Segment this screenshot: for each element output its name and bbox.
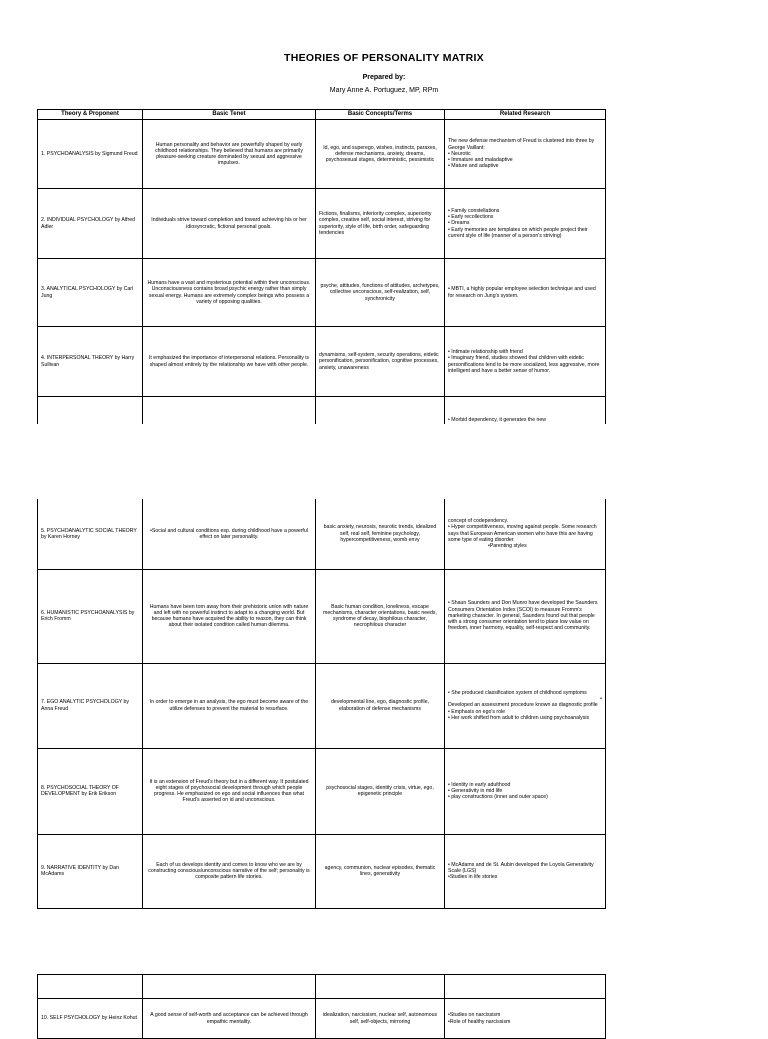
concepts-cell: idealization, narcissism, nuclear self, autonomous self, self-objects, mirroring bbox=[316, 999, 445, 1039]
document-title: THEORIES OF PERSONALITY MATRIX bbox=[284, 52, 484, 64]
research-intro: The new defense mechanism of Freud is clustered into three by George Vaillant: bbox=[448, 138, 595, 151]
table-row bbox=[38, 748, 606, 834]
concepts-cell: agency, communion, nuclear episodes, thematic lines, generativity bbox=[316, 834, 445, 908]
personality-matrix-table-part3 bbox=[37, 974, 606, 1039]
header-tenet: Basic Tenet bbox=[143, 110, 316, 120]
theory-cell: 1. PSYCHOANALYSIS by Sigmund Freud bbox=[38, 120, 143, 189]
research-cell bbox=[445, 189, 606, 259]
table-row bbox=[38, 327, 606, 397]
list-item: • Early recollections bbox=[448, 214, 494, 221]
concepts-cell: basic anxiety, neurosis, neurotic trends, idealized self, real self, feminine psychology, hypercompetitiveness, womb envy bbox=[316, 499, 445, 569]
theory-cell: 8. PSYCHOSOCIAL THEORY OF DEVELOPMENT by Erik Erikson bbox=[38, 748, 143, 834]
table-row bbox=[38, 569, 606, 663]
concepts-cell: dynamisms, self-system, security operations, eidetic personification, personification, cognitive processes, anxiety, unawareness bbox=[316, 327, 445, 397]
table-row bbox=[38, 999, 606, 1039]
theory-cell: 9. NARRATIVE IDENTITY by Dan McAdams bbox=[38, 834, 143, 908]
tenet-cell: Humans have been torn away from their prehistoric union with nature and left with no powerful instinct to adapt to a changing world. But because humans have acquired the ability to reason, they can think about their isolated condition called human dilemma. bbox=[143, 569, 316, 663]
list-item: • Her work shifted from adult to children using psychoanalysis bbox=[448, 714, 590, 721]
table-row-split bbox=[38, 975, 606, 999]
list-item: • Immature and maladaptive bbox=[448, 157, 513, 164]
list-item: concept of codependency. bbox=[448, 518, 509, 525]
table-row-split-top bbox=[38, 397, 606, 425]
header-research: Related Research bbox=[445, 110, 606, 120]
list-item: • Shaun Saunders and Don Munro have developed the Saunders Consumers Orientation Index (SCOI) to measure Fromm's marketing character. In general, Saunders found out that people with a strong consumer orientation tend to place low value on freedom, inner harmony, equality, self-respect and community. bbox=[448, 600, 598, 632]
research-cell bbox=[445, 120, 606, 189]
list-item: • She produced classification system of childhood symptoms bbox=[448, 689, 587, 696]
list-item: •Studies on narcissism bbox=[448, 1012, 501, 1019]
concepts-cell: psyche, attitudes, functions of attitudes, archetypes, collective unconscious, self-realization, self, synchronicity bbox=[316, 259, 445, 327]
research-cell bbox=[445, 999, 606, 1039]
tenet-cell: In order to emerge in an analysis, the ego must become aware of the utilize defenses to prevent the material to resurface. bbox=[143, 663, 316, 748]
concepts-cell: developmental line, ego, diagnostic profile, elaboration of defense mechanisms bbox=[316, 663, 445, 748]
author-name: Mary Anne A. Portuguez, MP, RPm bbox=[329, 87, 439, 94]
personality-matrix-table-part2 bbox=[37, 499, 606, 909]
header-concepts: Basic Concepts/Terms bbox=[316, 110, 445, 120]
table-row bbox=[38, 499, 606, 569]
list-item: • Emphasis on ego's role bbox=[448, 708, 506, 715]
list-item: • Imaginary friend, studies showed that children with eidetic personifications tend to be more socialized, less aggressive, more intelligent and have a better sense of humor. bbox=[448, 355, 600, 374]
theory-cell: 5. PSYCHOANALYTIC SOCIAL THEORY by Karen Horney bbox=[38, 499, 143, 569]
research-cell bbox=[445, 569, 606, 663]
prepared-by-label: Prepared by: bbox=[362, 74, 406, 81]
table-header-row bbox=[38, 110, 606, 120]
theory-cell: 2. INDIVIDUAL PSYCHOLOGY by Alfred Adler bbox=[38, 189, 143, 259]
tenet-cell: Individuals strive toward completion and toward achieving his or her idiosyncratic, fictional personal goals. bbox=[143, 189, 316, 259]
personality-matrix-table-part1 bbox=[37, 109, 606, 424]
list-item: • McAdams and de St. Aubin developed the Loyola Generativity Scale (LGS) bbox=[448, 861, 594, 874]
tenet-cell: •Social and cultural conditions esp. during childhood have a powerful effect on later personality. bbox=[143, 499, 316, 569]
list-item: • Generativity in mid life bbox=[448, 787, 503, 794]
theory-cell: 4. INTERPERSONAL THEORY by Harry Sullivan bbox=[38, 327, 143, 397]
table-row bbox=[38, 663, 606, 748]
theory-cell: 7. EGO ANALYTIC PSYCHOLOGY by Anna Freud bbox=[38, 663, 143, 748]
table-row bbox=[38, 189, 606, 259]
list-item: • Family constellations bbox=[448, 207, 500, 214]
list-item: • Mature and adaptive bbox=[448, 163, 499, 170]
list-item: • Intimate relationship with friend bbox=[448, 349, 523, 356]
tenet-cell: It emphasized the importance of interpersonal relations. Personality is shaped almost entirely by the relationship we have with other people. bbox=[143, 327, 316, 397]
list-item: Developed an assessment procedure known as diagnostic profile bbox=[448, 702, 598, 709]
tenet-cell: A good sense of self-worth and acceptance can be achieved through empathic mentality. bbox=[143, 999, 316, 1039]
header-theory: Theory & Proponent bbox=[38, 110, 143, 120]
list-item: • MBTI, a highly popular employee selection technique and used for research on Jung's system. bbox=[448, 286, 596, 299]
list-item: • Identity in early adulthood bbox=[448, 781, 511, 788]
list-item: • Early memories are templates on which people project their current style of life (manner of a person's striving) bbox=[448, 226, 588, 239]
concepts-cell: psychosocial stages, identity crisis, virtue, ego, epigenetic principle bbox=[316, 748, 445, 834]
research-cell bbox=[445, 259, 606, 327]
theory-cell: 3. ANALYTICAL PSYCHOLOGY by Carl Jung bbox=[38, 259, 143, 327]
table-row bbox=[38, 259, 606, 327]
list-item: • Hyper competitiveness, moving against people. Some research says that European American women who have this are having some type of eating disorder. bbox=[448, 524, 597, 543]
list-item: •Studies in life stories bbox=[448, 874, 498, 881]
table-row bbox=[38, 120, 606, 189]
concepts-cell: Basic human condition, loneliness, escape mechanisms, character orientations, basic needs, syndrome of decay, biophilous character, necrophilous character bbox=[316, 569, 445, 663]
concepts-cell: Id, ego, and superego, wishes, instincts, paraxes, defense mechanisms, anxiety, dreams, psychosexual stages, deterministic, pessimistic bbox=[316, 120, 445, 189]
list-item: • Dreams bbox=[448, 220, 470, 227]
theory-cell: 10. SELF PSYCHOLOGY by Heinz Kohut bbox=[38, 999, 143, 1039]
list-item: • play constructions (inner and outer space) bbox=[448, 794, 548, 801]
tenet-cell: It is an extension of Freud's theory but in a different way. It postulated eight stages of psychosocial development through which people progress. He emphasized on ego and social influences than what Freud's asserted on id and unconscious. bbox=[143, 748, 316, 834]
table-row bbox=[38, 834, 606, 908]
research-cell bbox=[445, 663, 606, 748]
tenet-cell: Each of us develops identity and comes to know who we are by constructing conscious/unconscious narrative of the self; personality is composite pattern life stories. bbox=[143, 834, 316, 908]
list-item: •Role of healthy narcissism bbox=[448, 1018, 511, 1025]
tenet-cell: Human personality and behavior are powerfully shaped by early childhood relationships. They believed that humans are primarily pleasure-seeking creature dominated by sexual and aggressive impulses. bbox=[143, 120, 316, 189]
research-cell bbox=[445, 327, 606, 397]
research-top-text: • Morbid dependency, it generates the new bbox=[448, 416, 547, 423]
concepts-cell: Fictions, finalisms, inferiority complex, superiority complex, creative self, social interest, striving for superiority, style of life, birth order, safeguarding tendencies bbox=[316, 189, 445, 259]
theory-cell: 6. HUMANISTIC PSYCHOANALYSIS by Erich Fromm bbox=[38, 569, 143, 663]
research-cell bbox=[445, 834, 606, 908]
research-cell bbox=[445, 499, 606, 569]
research-cell bbox=[445, 748, 606, 834]
list-item: •Parenting styles bbox=[488, 543, 527, 550]
tenet-cell: Humans have a vast and mysterious potential within their unconscious. Unconsciousness contains broad psychic energy rather than simply sexual energy. Humans are extremely complex beings who possess a variety of opposing qualities. bbox=[143, 259, 316, 327]
list-item: • Neurotic bbox=[448, 150, 471, 157]
list-item: • bbox=[600, 696, 602, 703]
research-cell bbox=[445, 397, 606, 425]
